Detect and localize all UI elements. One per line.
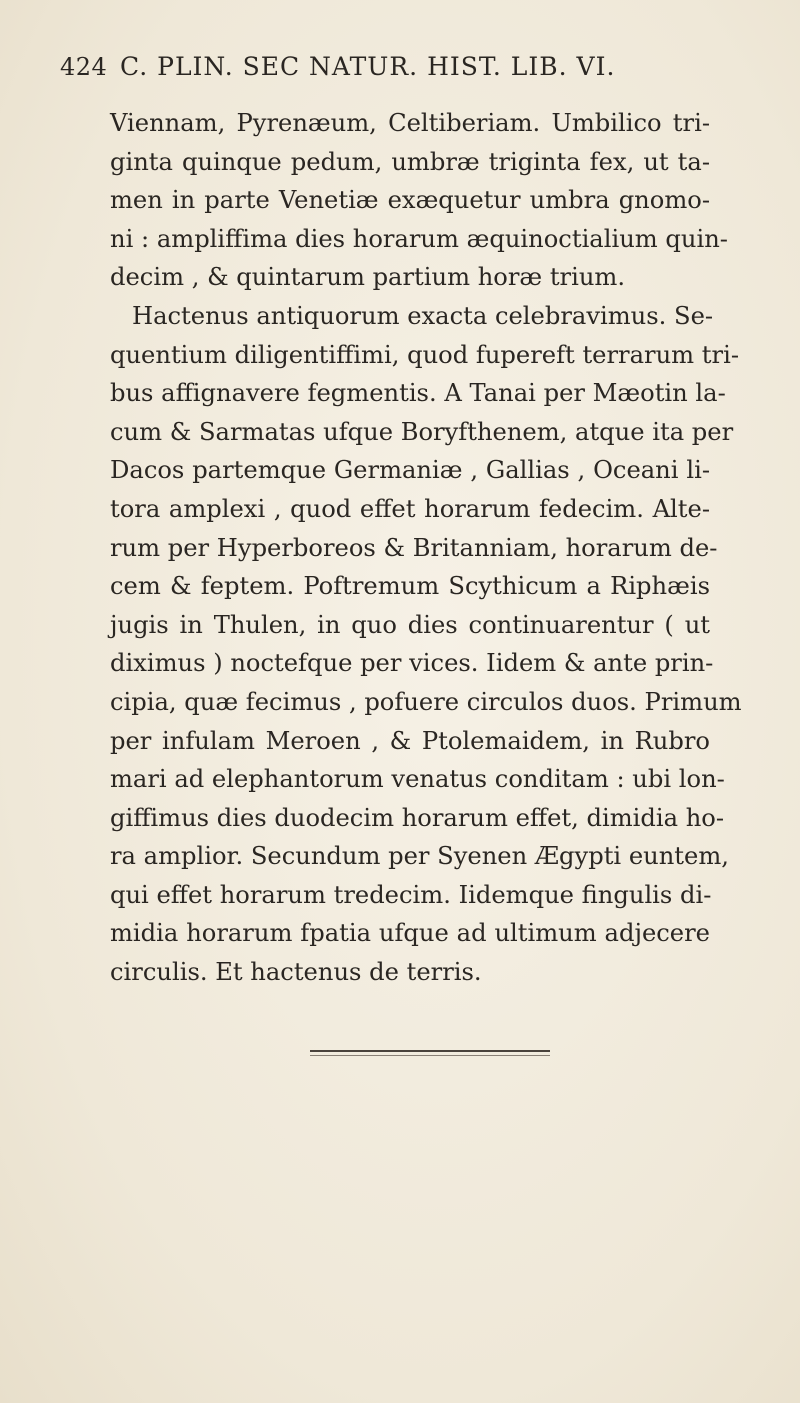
text-line: per infulam Meroen , & Ptolemaidem, in Rubro [110,726,710,755]
running-title: C. PLIN. SEC NATUR. HIST. LIB. VI. [120,52,616,81]
section-end-rule-thin [310,1055,550,1056]
running-head [60,52,760,88]
text-line: quentium diligentiffimi, quod fupereft terrarum tri- [110,340,739,369]
text-line: giffimus dies duodecim horarum effet, dimidia ho- [110,803,725,832]
text-line: cipia, quæ fecimus , pofuere circulos duos. Primum [110,687,742,716]
page-number: 424 [60,53,108,81]
paragraph-start-line: Hactenus antiquorum exacta celebravimus. Se- [132,301,714,330]
text-line: Dacos partemque Germaniæ , Gallias , Oceani li- [110,456,710,485]
body-text [110,104,742,992]
text-line: bus affignavere fegmentis. A Tanai per Mæotin la- [110,379,726,408]
text-line: mari ad elephantorum venatus conditam : ubi lon- [110,765,725,794]
text-line: ginta quinque pedum, umbræ triginta fex, ut ta- [110,147,710,176]
section-end-rule [310,1050,550,1052]
text-line: midia horarum fpatia ufque ad ultimum adjecere [110,919,710,948]
text-line: Viennam, Pyrenæum, Celtiberiam. Umbilico tri- [110,109,710,137]
text-line: tora amplexi , quod effet horarum fedecim. Alte- [110,494,710,523]
text-line: ni : ampliffima dies horarum æquinoctialium quin- [110,224,728,253]
text-line: cum & Sarmatas ufque Boryfthenem, atque ita per [110,417,734,446]
text-line: diximus ) noctefque per vices. Iidem & ante prin- [110,649,714,678]
text-line: rum per Hyperboreos & Britanniam, horarum de- [110,533,718,562]
text-line: circulis. Et hactenus de terris. [110,958,482,987]
text-line: ra amplior. Secundum per Syenen Ægypti euntem, [110,842,729,871]
text-line: decim , & quintarum partium horæ trium. [110,263,626,292]
text-line: men in parte Venetiæ exæquetur umbra gnomo- [110,186,710,215]
text-line: jugis in Thulen, in quo dies continuarentur ( ut [110,610,710,639]
text-line: cem & feptem. Poftremum Scythicum a Riphæis [110,572,710,601]
text-line: qui effet horarum tredecim. Iidemque fingulis di- [110,880,712,909]
